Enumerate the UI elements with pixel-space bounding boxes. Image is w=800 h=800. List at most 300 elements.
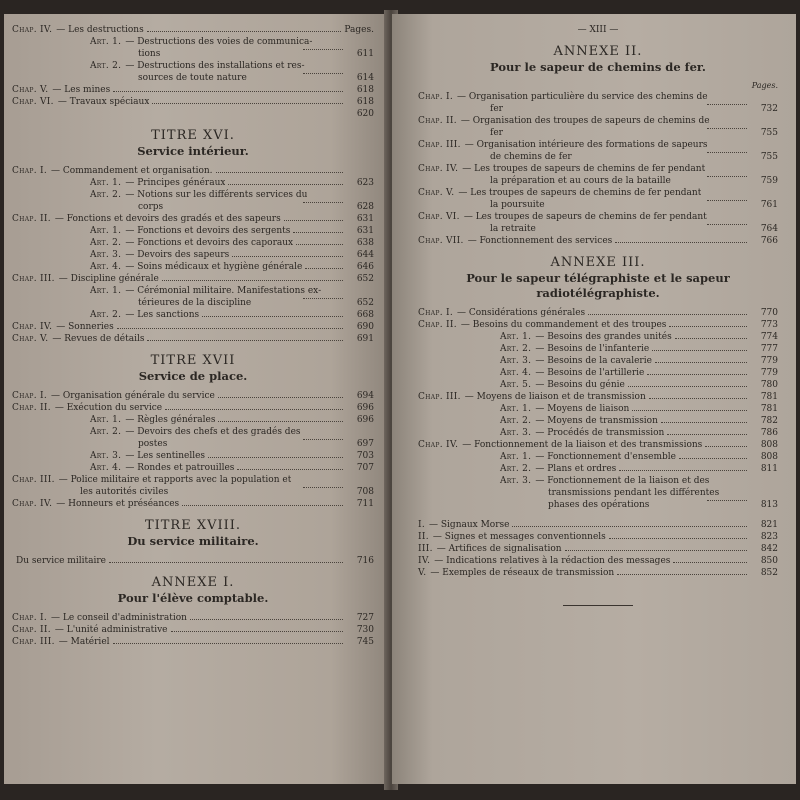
entry-title: — Fonctionnement d'ensemble bbox=[535, 452, 676, 462]
leader-dots bbox=[147, 30, 342, 32]
toc-entry bbox=[418, 163, 778, 175]
toc-entry bbox=[12, 285, 374, 297]
page-number: 618 bbox=[356, 85, 374, 95]
toc-entry bbox=[12, 636, 374, 648]
entry-title: — Police militaire et rapports avec la population et bbox=[58, 475, 292, 485]
toc-entry bbox=[418, 475, 778, 487]
entry-title-continuation: fer bbox=[490, 104, 503, 114]
leader-dots bbox=[565, 549, 747, 551]
entry-title: — Artifices de signalisation bbox=[436, 544, 562, 554]
page-number: 779 bbox=[760, 368, 778, 378]
chapter-label: Chap. III. bbox=[12, 637, 55, 647]
toc-entry bbox=[12, 321, 374, 333]
chapter-label: Chap. II. bbox=[12, 214, 51, 224]
leader-dots bbox=[296, 243, 343, 245]
chapter-label: Chap. I. bbox=[418, 92, 454, 102]
leader-dots bbox=[619, 469, 747, 471]
entry-title: — Cérémonial militaire. Manifestations ex- bbox=[125, 286, 322, 296]
article-label: Art. 3. bbox=[500, 428, 532, 438]
article-label: Art. 1. bbox=[500, 404, 532, 414]
article-label: Art. 2. bbox=[90, 310, 122, 320]
toc-entry bbox=[418, 555, 778, 567]
page-number: 614 bbox=[356, 73, 374, 83]
chapter-label: III. bbox=[418, 544, 433, 554]
toc-entry bbox=[418, 355, 778, 367]
leader-dots bbox=[182, 504, 343, 506]
entry-title: — Destructions des installations et res- bbox=[125, 61, 305, 71]
toc-entry bbox=[418, 427, 778, 439]
entry-title: — Organisation particulière du service des chemins de bbox=[457, 92, 708, 102]
entry-title: — Exemples de réseaux de transmission bbox=[430, 568, 615, 578]
toc-entry bbox=[12, 498, 374, 510]
page-number: 781 bbox=[760, 404, 778, 414]
article-label: Art. 2. bbox=[90, 190, 122, 200]
toc-entry bbox=[418, 211, 778, 223]
toc-entry bbox=[12, 612, 374, 624]
toc-entry-continuation bbox=[12, 48, 374, 60]
entry-title: — Commandement et organisation. bbox=[51, 166, 213, 176]
toc-entry-continuation bbox=[418, 487, 778, 499]
page-number: 755 bbox=[760, 128, 778, 138]
page-number: 618 bbox=[356, 97, 374, 107]
toc-entry bbox=[418, 115, 778, 127]
toc-entry bbox=[12, 225, 374, 237]
page-number: 707 bbox=[356, 463, 374, 473]
leader-dots bbox=[113, 642, 343, 644]
article-label: Art. 1. bbox=[90, 178, 122, 188]
entry-title: — Exécution du service bbox=[54, 403, 163, 413]
leader-dots bbox=[303, 297, 343, 299]
entry-title: — Plans et ordres bbox=[535, 464, 617, 474]
article-label: Art. 3. bbox=[500, 356, 532, 366]
leader-dots bbox=[303, 201, 343, 203]
chapter-label: Chap. I. bbox=[12, 166, 48, 176]
leader-dots bbox=[675, 337, 747, 339]
leader-dots bbox=[655, 361, 747, 363]
entry-title: — Besoins du génie bbox=[535, 380, 625, 390]
entry-title: — Besoins de l'infanterie bbox=[535, 344, 650, 354]
page-number: 730 bbox=[356, 625, 374, 635]
page-number: 764 bbox=[760, 224, 778, 234]
leader-dots bbox=[632, 409, 747, 411]
entry-title-continuation: sources de toute nature bbox=[138, 73, 247, 83]
leader-dots bbox=[216, 171, 343, 173]
entry-title: — Besoins de la cavalerie bbox=[535, 356, 652, 366]
entry-title: — Travaux spéciaux bbox=[57, 97, 150, 107]
toc-entry bbox=[418, 379, 778, 391]
leader-dots bbox=[208, 456, 343, 458]
right-page bbox=[392, 14, 796, 784]
leader-dots bbox=[171, 630, 343, 632]
article-label: Art. 4. bbox=[90, 463, 122, 473]
chapter-label: Chap. I. bbox=[418, 308, 454, 318]
entry-title: — Fonctionnement de la liaison et des bbox=[535, 476, 710, 486]
entry-title-continuation: térieures de la discipline bbox=[138, 298, 252, 308]
section-heading: TITRE XVIII. bbox=[144, 518, 242, 533]
toc-entry bbox=[12, 426, 374, 438]
leader-dots bbox=[113, 90, 343, 92]
toc-entry bbox=[12, 474, 374, 486]
page-number: 777 bbox=[760, 344, 778, 354]
toc-entry-continuation bbox=[418, 151, 778, 163]
toc-entry bbox=[418, 463, 778, 475]
leader-dots bbox=[190, 618, 343, 620]
entry-title: — Destructions des voies de communica- bbox=[125, 37, 313, 47]
chapter-label: Chap. IV. bbox=[12, 322, 53, 332]
spacer bbox=[418, 511, 778, 519]
leader-dots bbox=[152, 102, 343, 104]
leader-dots bbox=[649, 397, 747, 399]
leader-dots bbox=[305, 267, 343, 269]
toc-entry-continuation bbox=[418, 103, 778, 115]
toc-entry-continuation bbox=[418, 199, 778, 211]
section-heading: ANNEXE III. bbox=[550, 255, 646, 270]
toc-entry-continuation bbox=[418, 223, 778, 235]
chapter-label: Chap. IV. bbox=[12, 25, 53, 35]
toc-entry bbox=[12, 555, 374, 567]
leader-dots bbox=[628, 385, 747, 387]
toc-entry bbox=[418, 343, 778, 355]
toc-entry bbox=[12, 165, 374, 177]
page-number: 766 bbox=[760, 236, 778, 246]
leader-dots bbox=[228, 183, 343, 185]
toc-entry bbox=[12, 177, 374, 189]
article-label: Art. 3. bbox=[90, 451, 122, 461]
entry-title: — Fonctionnement des services bbox=[467, 236, 613, 246]
leader-dots bbox=[162, 279, 343, 281]
leader-dots bbox=[237, 468, 343, 470]
toc-entry bbox=[418, 319, 778, 331]
toc-entry bbox=[12, 450, 374, 462]
section-heading: TITRE XVI. bbox=[151, 128, 235, 143]
page-number: 668 bbox=[356, 310, 374, 320]
chapter-label: I. bbox=[418, 520, 426, 530]
article-label: Art. 4. bbox=[90, 262, 122, 272]
toc-entry bbox=[418, 451, 778, 463]
closing-rule bbox=[563, 605, 633, 606]
toc-entry bbox=[12, 36, 374, 48]
page-number: 811 bbox=[760, 464, 778, 474]
leader-dots bbox=[303, 486, 343, 488]
entry-title: — Les troupes de sapeurs de chemins de fer pendant bbox=[462, 164, 706, 174]
page-number: Pages. bbox=[344, 25, 374, 35]
page-number: 611 bbox=[356, 49, 374, 59]
section-subheading: Pour l'élève comptable. bbox=[117, 591, 269, 605]
entry-title: — Considérations générales bbox=[457, 308, 586, 318]
toc-entry-continuation bbox=[12, 201, 374, 213]
page-number: 745 bbox=[356, 637, 374, 647]
entry-title: — Honneurs et préséances bbox=[56, 499, 180, 509]
toc-entry bbox=[418, 91, 778, 103]
entry-title: — Revues de détails bbox=[52, 334, 145, 344]
chapter-label: Chap. V. bbox=[418, 188, 455, 198]
page-number: 696 bbox=[356, 403, 374, 413]
toc-entry bbox=[12, 249, 374, 261]
toc-entry bbox=[12, 462, 374, 474]
leader-dots bbox=[707, 103, 747, 105]
page-number: 696 bbox=[356, 415, 374, 425]
page-number: 697 bbox=[356, 439, 374, 449]
article-label: Art. 1. bbox=[500, 332, 532, 342]
entry-title: — Besoins des grandes unités bbox=[535, 332, 672, 342]
entry-title: — Fonctions et devoirs des gradés et des sapeurs bbox=[54, 214, 281, 224]
article-label: Art. 2. bbox=[90, 61, 122, 71]
page-number: 644 bbox=[356, 250, 374, 260]
leader-dots bbox=[707, 499, 747, 501]
entry-title: — Devoirs des chefs et des gradés des bbox=[125, 427, 301, 437]
entry-title: — Signes et messages conventionnels bbox=[432, 532, 606, 542]
page-number: 780 bbox=[760, 380, 778, 390]
entry-title-continuation: phases des opérations bbox=[548, 500, 650, 510]
toc-entry-continuation bbox=[12, 297, 374, 309]
section-subheading: Pour le sapeur télégraphiste et le sapeur radiotélégraphiste. bbox=[466, 271, 730, 300]
entry-title: — Devoirs des sapeurs bbox=[125, 250, 230, 260]
article-label: Art. 5. bbox=[500, 380, 532, 390]
page-number: 631 bbox=[356, 226, 374, 236]
entry-title: — Organisation générale du service bbox=[51, 391, 215, 401]
toc-entry bbox=[418, 367, 778, 379]
article-label: Art. 1. bbox=[90, 37, 122, 47]
article-label: Art. 2. bbox=[90, 238, 122, 248]
page-number: 638 bbox=[356, 238, 374, 248]
article-label: Art. 2. bbox=[500, 416, 532, 426]
article-label: Art. 1. bbox=[90, 226, 122, 236]
leader-dots bbox=[218, 396, 343, 398]
chapter-label: Chap. II. bbox=[418, 320, 457, 330]
page-number: 808 bbox=[760, 452, 778, 462]
toc-entry bbox=[418, 403, 778, 415]
entry-title: — Organisation intérieure des formations de sapeurs bbox=[464, 140, 708, 150]
toc-entry bbox=[12, 84, 374, 96]
toc-entry-continuation bbox=[12, 486, 374, 498]
leader-dots bbox=[232, 255, 343, 257]
page-number: 823 bbox=[760, 532, 778, 542]
entry-title: — Organisation des troupes de sapeurs de chemins de bbox=[460, 116, 710, 126]
leader-dots bbox=[303, 72, 343, 74]
article-label: Art. 1. bbox=[90, 286, 122, 296]
article-label: Art. 1. bbox=[90, 415, 122, 425]
page-number: 755 bbox=[760, 152, 778, 162]
entry-title: — Principes généraux bbox=[125, 178, 226, 188]
page-number: 690 bbox=[356, 322, 374, 332]
leader-dots bbox=[707, 223, 747, 225]
leader-dots bbox=[615, 241, 747, 243]
leader-dots bbox=[667, 433, 747, 435]
chapter-label: IV. bbox=[418, 556, 431, 566]
leader-dots bbox=[303, 438, 343, 440]
leader-dots bbox=[293, 231, 343, 233]
toc-entry bbox=[12, 189, 374, 201]
entry-title-continuation: les autorités civiles bbox=[80, 487, 169, 497]
page-header: — XIII — bbox=[577, 25, 619, 35]
toc-entry bbox=[12, 624, 374, 636]
toc-entry bbox=[418, 187, 778, 199]
toc-entry bbox=[12, 60, 374, 72]
entry-title: — Notions sur les différents services du bbox=[125, 190, 308, 200]
toc-entry-continuation bbox=[12, 438, 374, 450]
entry-title: — Moyens de transmission bbox=[535, 416, 658, 426]
section-subheading: Pour le sapeur de chemins de fer. bbox=[490, 60, 706, 74]
leader-dots bbox=[707, 199, 747, 201]
chapter-label: Chap. VII. bbox=[418, 236, 464, 246]
entry-title: — Les mines bbox=[52, 85, 111, 95]
page-number: 850 bbox=[760, 556, 778, 566]
page-number: 774 bbox=[760, 332, 778, 342]
page-number: 727 bbox=[356, 613, 374, 623]
leader-dots bbox=[165, 408, 343, 410]
entry-title: — Indications relatives à la rédaction des messages bbox=[434, 556, 671, 566]
leader-dots bbox=[202, 315, 343, 317]
leader-dots bbox=[147, 339, 343, 341]
leader-dots bbox=[588, 313, 747, 315]
toc-entry bbox=[418, 331, 778, 343]
page-number: 781 bbox=[760, 392, 778, 402]
page-number: 711 bbox=[356, 499, 374, 509]
entry-title-continuation: de chemins de fer bbox=[490, 152, 572, 162]
entry-title: — Moyens de liaison bbox=[535, 404, 630, 414]
chapter-label: Chap. V. bbox=[12, 334, 49, 344]
left-page bbox=[4, 14, 388, 784]
pages-column-label: Pages. bbox=[751, 81, 778, 90]
toc-entry-continuation bbox=[12, 72, 374, 84]
page-number: 732 bbox=[760, 104, 778, 114]
page-number: 631 bbox=[356, 214, 374, 224]
toc-entry bbox=[418, 567, 778, 579]
page-number: 646 bbox=[356, 262, 374, 272]
chapter-label: Chap. II. bbox=[12, 625, 51, 635]
toc-entry bbox=[12, 213, 374, 225]
section-heading: ANNEXE II. bbox=[553, 44, 643, 59]
leader-dots bbox=[109, 561, 343, 563]
entry-title: — Fonctionnement de la liaison et des transmissions bbox=[462, 440, 703, 450]
leader-dots bbox=[707, 151, 747, 153]
chapter-label: Chap. V. bbox=[12, 85, 49, 95]
section-heading: TITRE XVII bbox=[150, 353, 236, 368]
leader-dots bbox=[652, 349, 747, 351]
toc-entry bbox=[418, 531, 778, 543]
toc-entry bbox=[12, 261, 374, 273]
leader-dots bbox=[218, 420, 343, 422]
entry-title: — Le conseil d'administration bbox=[51, 613, 187, 623]
toc-entry bbox=[12, 273, 374, 285]
chapter-label: Chap. IV. bbox=[418, 164, 459, 174]
chapter-label: Chap. VI. bbox=[418, 212, 460, 222]
chapter-label: Chap. III. bbox=[418, 140, 461, 150]
page-number: 813 bbox=[760, 500, 778, 510]
page-number: 782 bbox=[760, 416, 778, 426]
page-number: 694 bbox=[356, 391, 374, 401]
entry-title: — Moyens de liaison et de transmission bbox=[464, 392, 646, 402]
entry-title-continuation: transmissions pendant les différentes bbox=[548, 488, 720, 498]
section-subheading: Service intérieur. bbox=[137, 144, 249, 158]
leader-dots bbox=[117, 327, 343, 329]
toc-entry bbox=[12, 96, 374, 108]
leader-dots bbox=[284, 219, 343, 221]
page-number: 770 bbox=[760, 308, 778, 318]
entry-title: — Besoins du commandement et des troupes bbox=[460, 320, 667, 330]
entry-title: — Les destructions bbox=[56, 25, 144, 35]
entry-title-continuation: tions bbox=[138, 49, 161, 59]
chapter-label: Chap. II. bbox=[12, 403, 51, 413]
article-label: Art. 3. bbox=[500, 476, 532, 486]
article-label: Art. 2. bbox=[500, 464, 532, 474]
toc-entry bbox=[418, 235, 778, 247]
page-number: 779 bbox=[760, 356, 778, 366]
toc-entry bbox=[418, 139, 778, 151]
leader-dots bbox=[705, 445, 747, 447]
entry-title: — Rondes et patrouilles bbox=[125, 463, 235, 473]
chapter-label: Chap. III. bbox=[418, 392, 461, 402]
entry-title: Du service militaire bbox=[16, 556, 106, 566]
toc-entry-continuation bbox=[418, 175, 778, 187]
toc-entry bbox=[12, 390, 374, 402]
entry-title: — Soins médicaux et hygiène générale bbox=[125, 262, 303, 272]
entry-title: — L'unité administrative bbox=[54, 625, 168, 635]
entry-title-continuation: corps bbox=[138, 202, 164, 212]
page-number: 623 bbox=[356, 178, 374, 188]
toc-entry bbox=[418, 391, 778, 403]
page-number: 786 bbox=[760, 428, 778, 438]
entry-title: — Règles générales bbox=[125, 415, 216, 425]
toc-entry bbox=[12, 237, 374, 249]
toc-entry bbox=[12, 309, 374, 321]
entry-title: — Matériel bbox=[58, 637, 110, 647]
page-number: 842 bbox=[760, 544, 778, 554]
article-label: Art. 2. bbox=[500, 344, 532, 354]
chapter-label: Chap. III. bbox=[12, 274, 55, 284]
section-subheading: Du service militaire. bbox=[127, 534, 259, 548]
article-label: Art. 3. bbox=[90, 250, 122, 260]
toc-entry-continuation bbox=[418, 127, 778, 139]
article-label: Art. 4. bbox=[500, 368, 532, 378]
leader-dots bbox=[647, 373, 747, 375]
entry-title: — Procédés de transmission bbox=[535, 428, 665, 438]
entry-title-continuation: la poursuite bbox=[490, 200, 545, 210]
page-number: 628 bbox=[356, 202, 374, 212]
toc-entry bbox=[12, 24, 374, 36]
chapter-label: Chap. IV. bbox=[418, 440, 459, 450]
leader-dots bbox=[609, 537, 747, 539]
page-number: 708 bbox=[356, 487, 374, 497]
chapter-label: II. bbox=[418, 532, 429, 542]
entry-title: — Les troupes de sapeurs de chemins de fer pendant bbox=[463, 212, 707, 222]
toc-entry bbox=[12, 108, 374, 120]
entry-title: — Signaux Morse bbox=[429, 520, 510, 530]
article-label: Art. 2. bbox=[90, 427, 122, 437]
toc-entry bbox=[418, 439, 778, 451]
page-number: 821 bbox=[760, 520, 778, 530]
toc-entry bbox=[418, 543, 778, 555]
page-number: 652 bbox=[356, 274, 374, 284]
page-number: 761 bbox=[760, 200, 778, 210]
page-number: 773 bbox=[760, 320, 778, 330]
entry-title-continuation: postes bbox=[138, 439, 168, 449]
entry-title: — Les troupes de sapeurs de chemins de fer pendant bbox=[458, 188, 702, 198]
leader-dots bbox=[679, 457, 747, 459]
leader-dots bbox=[673, 561, 747, 563]
chapter-label: Chap. VI. bbox=[12, 97, 54, 107]
chapter-label: Chap. I. bbox=[12, 613, 48, 623]
chapter-label: Chap. I. bbox=[12, 391, 48, 401]
entry-title: — Fonctions et devoirs des sergents bbox=[125, 226, 291, 236]
toc-entry bbox=[12, 414, 374, 426]
chapter-label: Chap. III. bbox=[12, 475, 55, 485]
page-number: 759 bbox=[760, 176, 778, 186]
entry-title: — Les sanctions bbox=[125, 310, 200, 320]
leader-dots bbox=[707, 127, 747, 129]
section-subheading: Service de place. bbox=[138, 369, 248, 383]
entry-title: — Fonctions et devoirs des caporaux bbox=[125, 238, 294, 248]
